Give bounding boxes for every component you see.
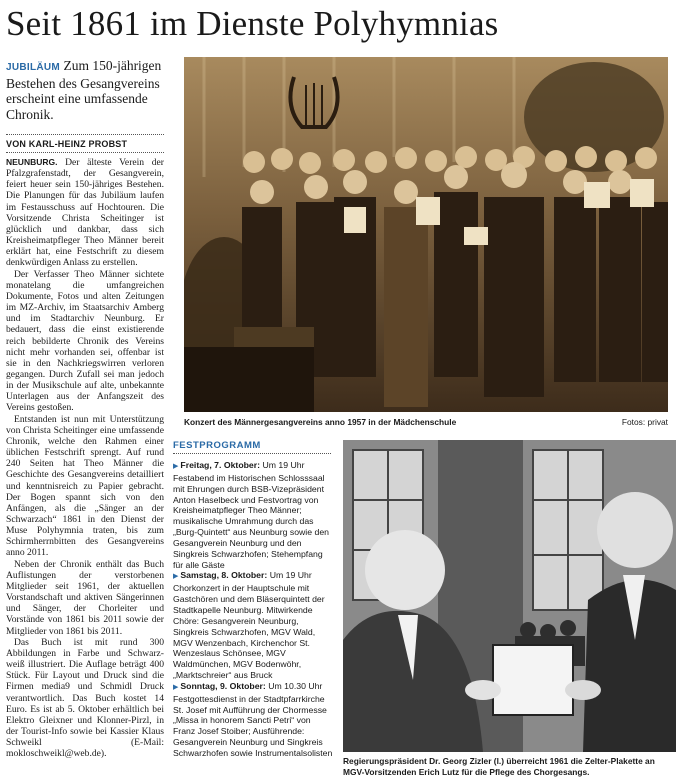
dateline: NEUNBURG. [6, 157, 58, 167]
article-paragraph: Neben der Chronik enthält das Buch Auflistungen der verstorbenen Mitglieder seit 1961, der aktuellen Vorstandschaft und aktiven Sängerinnen und Sänger, der Chorleiter und Vorstände von 1861 bis 2011 sowie der Mitglieder von 1861 bis 2011. [6, 558, 164, 637]
divider [6, 152, 164, 153]
festprogramm-day: Samstag, 8. Oktober: [180, 570, 268, 581]
triangle-bullet-icon: ▶ [173, 463, 179, 470]
lead [6, 58, 166, 122]
festprogramm-entry: ▶ Freitag, 7. Oktober: Um 19 Uhr Festabend im Historischen Schlosssaal mit Ehrungen durch BSB-Vizepräsident Anton Haselbeck und Festvortrag von Kreisheimatpfleger Theo Männer; musikalische Umrahmung durch das „Burg-Quintett“ aus Neunburg sowie den Gesangverein Neunburg und den Singkreis Schwarzhofen; Stehempfang für alle Gäste [173, 460, 329, 570]
festprogramm-title: FESTPROGRAMM [173, 440, 261, 451]
article-paragraph: Entstanden ist nun mit Unterstützung von Christa Scheitinger eine umfassende Chronik, welche den Rahmen einer üblichen Festschrift sprengt. Auf rund 240 Seiten hat Theo Männer die Geschichte des Gesangvereins detailliert und kenntnisreich zu Papier gebracht. Der Bogen spannt sich von den Anfängen, als die „Sänger an der Schwarzach“ 1861 in den Dienst der Muse Polyhymnia traten, bis zum Schirmherrnbitten des Gesangvereins anno 2011. [6, 413, 164, 559]
article-paragraph: Das Buch ist mit rund 300 Abbildungen in Farbe und Schwarz-weiß illustriert. Die Auflage beträgt 400 Stück. Für Layout und Druck sind die Firmen media9 und Schmidl Druck verantwortlich. Das Buch kostet 14 Euro. Es ist ab 5. Oktober erhältlich bei Elektro Gleixner und Klonner-Pirzl, in der Tourist-Info sowie bei Kassier Klaus Schweikl (E-Mail: mokloschweikl@web.de). [6, 636, 164, 760]
article-paragraph: Der Verfasser Theo Männer sichtete monatelang die umfangreichen Dokumente, Fotos und alten Zeitungen im MZ-Archiv, im Staatsarchiv Amberg und im Stadtarchiv Neunburg. Er bedauert, dass die einst existierende reich bebilderte Chronik des Vereins nicht mehr vorhanden sei, offenbar ist sie in den Nachkriegswirren verloren gegangen. Durch Zufall sei man jedoch in der Musikschule auf alte, unbekannte Unterlagen aus der Anfangszeit des Vereins gestoßen. [6, 268, 164, 414]
lead-text: Zum 150-jährigen Bestehen des Gesangvereins erscheint eine umfassende Chronik. [6, 58, 162, 122]
photo-caption: Regierungspräsident Dr. Georg Zizler (l.) überreicht 1961 die Zelter-Plakette an MGV-Vorsitzenden Erich Lutz für die Pflege des Chorgesangs. [343, 756, 655, 777]
article-body [6, 157, 164, 777]
festprogramm-entry: ▶ Samstag, 8. Oktober: Um 19 Uhr Chorkonzert in der Hauptschule mit Gastchören und dem Bläserquintett der Stadtkapelle Neunburg. Mitwirkende Chöre: Gesangverein Neunburg, Singkreis Schwarzhofen, MGV Wald, MGV Wenzenbach, Kirchenchor St. Wenzeslaus Schönsee, MGV Waldmünchen, MGV Bodenwöhr, „Marktschreier“ aus Bruck [173, 570, 325, 681]
divider [173, 453, 331, 454]
choir-concert-photo [184, 57, 668, 412]
award-ceremony-photo [343, 440, 676, 752]
headline: Seit 1861 im Dienste Polyhymnias [6, 4, 499, 43]
triangle-bullet-icon: ▶ [173, 683, 179, 691]
festprogramm-day: Freitag, 7. Oktober: [180, 460, 261, 470]
festprogramm-entry: ▶ Sonntag, 9. Oktober: Um 10.30 Uhr Festgottesdienst in der Stadtpfarrkirche St. Josef mit Aufführung der Chormesse „Missa in honorem Sancti Petri“ von Franz Josef Stoiber; Ausführende: Gesangverein Neunburg und Singkreis Schwarzhofen sowie Instrumentalsolisten [173, 680, 333, 758]
photo-credit: Fotos: privat [621, 417, 668, 427]
festprogramm [173, 460, 333, 770]
photo-caption: Konzert des Männergesangvereins anno 1957 in der Mädchenschule [184, 417, 457, 427]
article-paragraph: NEUNBURG. Der älteste Verein der Pfalzgrafenstadt, der Gesangverein, feiert heuer sein 150-jähriges Bestehen. Die Planungen für das Jubiläum laufen im Festausschuss auf Hochtouren. Die Vorsitzende Christa Scheitinger ist glücklich und dankbar, dass sich Kreisheimatpfleger Theo Männer bereit erklärt hat, eine Festschrift zu diesem denkwürdigen Anlass zu erstellen. [6, 157, 164, 269]
byline: VON KARL-HEINZ PROBST [6, 139, 128, 149]
divider [6, 134, 164, 135]
award-ceremony-image [343, 440, 676, 752]
choir-concert-image [184, 57, 668, 412]
festprogramm-day: Sonntag, 9. Oktober: [180, 680, 266, 691]
triangle-bullet-icon: ▶ [173, 573, 179, 581]
lead-kicker: JUBILÄUM [6, 62, 61, 73]
